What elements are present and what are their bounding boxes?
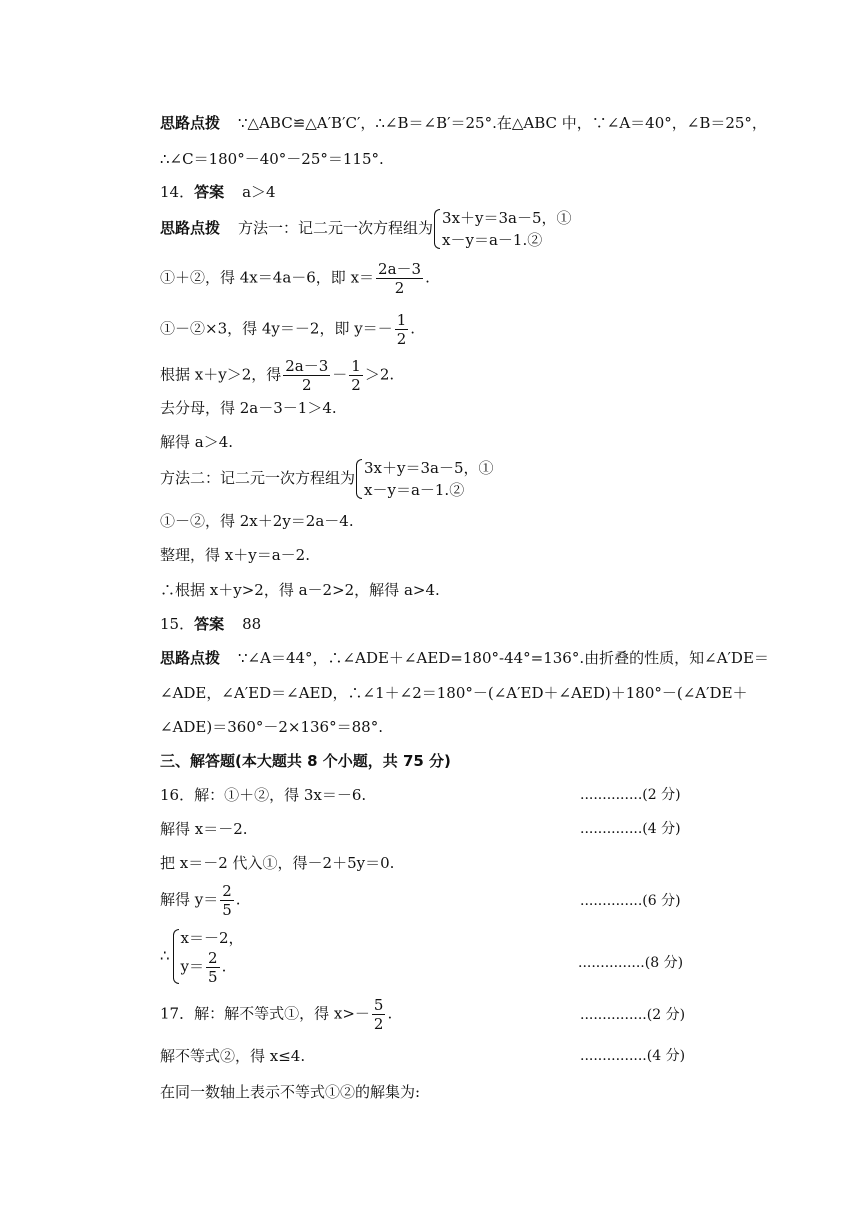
q14-method2-eq2: x－y＝a－1.② <box>364 481 465 499</box>
q13-hint-text1: ∵△ABC≌△A′B′C′，∴∠B＝∠B′＝25°.在△ABC 中，∵∠A＝40°，∠B＝25°， <box>238 114 767 132</box>
q15-hint-label: 思路点拨 <box>160 649 221 667</box>
q15-hint-text1: ∵∠A＝44°，∴∠ADE＋∠AED=180°-44°=136°.由折叠的性质，知∠A′DE＝ <box>238 649 769 667</box>
q16-sys-y-end: . <box>221 957 227 976</box>
q15-hint-line2: ∠ADE，∠A′ED＝∠AED，∴∠1＋∠2＝180°－(∠A′ED＋∠AED)＋180°－(∠A′DE＋ <box>160 684 748 702</box>
q16-solution <box>160 927 244 986</box>
q17-score2: ...............(4 分) <box>580 1048 686 1064</box>
q17-line1-fraction <box>372 996 386 1033</box>
q15-answer-line <box>160 614 261 634</box>
q14-step2-fraction <box>395 311 409 348</box>
q14-step3-num2: 1 <box>351 357 361 375</box>
q14-step2-text: ①－②×3，得 4y＝－2，即 y＝－ <box>160 319 393 338</box>
q13-hint-label: 思路点拨 <box>160 114 221 132</box>
q14-method1-intro: 方法一：记二元一次方程组为 <box>238 219 434 237</box>
q16-sys-y-text: y＝ <box>180 957 205 976</box>
q17-line1-end: . <box>387 1004 393 1023</box>
q14-step4: 去分母，得 2a－3－1＞4. <box>160 399 337 417</box>
q14-m2-step1: ①－②，得 2x＋2y＝2a－4. <box>160 512 354 530</box>
q14-method2-line <box>160 457 494 501</box>
q14-method2-system <box>355 457 494 501</box>
q14-m2-step2: 整理，得 x＋y＝a－2. <box>160 546 310 564</box>
q14-step1 <box>160 260 430 297</box>
q16-line1: 16．解：①＋②，得 3x＝－6. <box>160 786 367 804</box>
q16-solution-system <box>172 927 244 986</box>
q16-sys-x: x＝－2， <box>180 929 244 947</box>
q14-answer: a＞4 <box>242 183 276 201</box>
q15-answer: 88 <box>242 615 262 633</box>
q14-method1-line <box>160 207 572 251</box>
q16-line4 <box>160 882 241 919</box>
q16-sys-y-num: 2 <box>208 949 218 967</box>
q16-line4-den: 5 <box>222 901 232 919</box>
q15-number: 15． <box>160 615 195 633</box>
q14-step3-minus: － <box>332 365 348 384</box>
q17-line1-text: 17．解：解不等式①，得 x>－ <box>160 1004 370 1023</box>
q14-step3-end: ＞2. <box>364 365 395 384</box>
q16-line4-end: . <box>235 890 241 909</box>
q14-hint-label: 思路点拨 <box>160 219 221 237</box>
q14-answer-label: 答案 <box>194 183 225 201</box>
q13-hint-line2: ∴∠C＝180°－40°－25°＝115°. <box>160 150 384 168</box>
q17-line1-den: 2 <box>373 1015 384 1033</box>
q17-line1 <box>160 996 392 1033</box>
q14-m2-step3: ∴根据 x＋y>2，得 a－2>2，解得 a>4. <box>160 581 440 599</box>
q14-step3-text: 根据 x＋y＞2，得 <box>160 365 282 384</box>
q14-step2-den: 2 <box>396 330 407 348</box>
q14-step2-num: 1 <box>396 311 407 329</box>
q14-method1-eq1: 3x＋y＝3a－5，① <box>442 209 572 227</box>
q14-step1-fraction <box>376 260 423 297</box>
q14-step1-text: ①＋②，得 4x＝4a－6，即 x＝ <box>160 268 375 287</box>
q16-line4-num: 2 <box>222 882 232 900</box>
q16-line2: 解得 x＝－2. <box>160 820 248 838</box>
q14-step2-end: . <box>410 319 416 338</box>
q16-line3: 把 x＝－2 代入①，得－2＋5y＝0. <box>160 854 395 872</box>
q14-step3-num1: 2a－3 <box>285 357 329 375</box>
q14-number: 14． <box>160 183 195 201</box>
q16-score2: ..............(4 分) <box>580 821 681 837</box>
section3-title: 三、解答题(本大题共 8 个小题，共 75 分) <box>160 752 451 770</box>
q14-step1-den: 2 <box>394 279 405 297</box>
q14-step3-den1: 2 <box>301 376 312 394</box>
q17-line3: 在同一数轴上表示不等式①②的解集为: <box>160 1083 421 1101</box>
q17-score1: ...............(2 分) <box>580 1007 686 1023</box>
q14-method1-system <box>433 207 572 251</box>
q16-line4-text: 解得 y＝ <box>160 890 219 909</box>
q16-sys-y <box>181 949 244 986</box>
q14-step2 <box>160 311 415 348</box>
q16-therefore: ∴ <box>160 946 170 965</box>
q14-step5: 解得 a＞4. <box>160 433 234 451</box>
q14-method2-eq1: 3x＋y＝3a－5，① <box>364 459 494 477</box>
q15-hint-line1 <box>160 648 769 668</box>
q14-step1-end: . <box>425 268 430 287</box>
q16-score1: ..............(2 分) <box>580 787 681 803</box>
q16-score5: ...............(8 分) <box>578 955 684 971</box>
q13-hint-line1 <box>160 113 767 133</box>
q16-score4: ..............(6 分) <box>580 893 681 909</box>
q16-sys-y-den: 5 <box>208 968 218 986</box>
q14-step3 <box>160 357 394 394</box>
q15-hint-line3: ∠ADE)＝360°－2×136°＝88°. <box>160 718 383 736</box>
q14-step3-den2: 2 <box>351 376 361 394</box>
q14-step3-fraction1 <box>283 357 330 394</box>
q14-answer-line <box>160 182 276 202</box>
q15-answer-label: 答案 <box>194 615 225 633</box>
q14-method1-eq2: x－y＝a－1.② <box>442 231 543 249</box>
q16-line4-fraction <box>220 882 234 919</box>
q14-step1-num: 2a－3 <box>378 260 422 278</box>
q17-line2: 解不等式②，得 x≤4. <box>160 1047 306 1065</box>
q14-method2-intro: 方法二：记二元一次方程组为 <box>160 469 356 487</box>
q16-sys-y-fraction <box>206 949 220 986</box>
q17-line1-num: 5 <box>373 996 384 1014</box>
q14-step3-fraction2 <box>349 357 363 394</box>
